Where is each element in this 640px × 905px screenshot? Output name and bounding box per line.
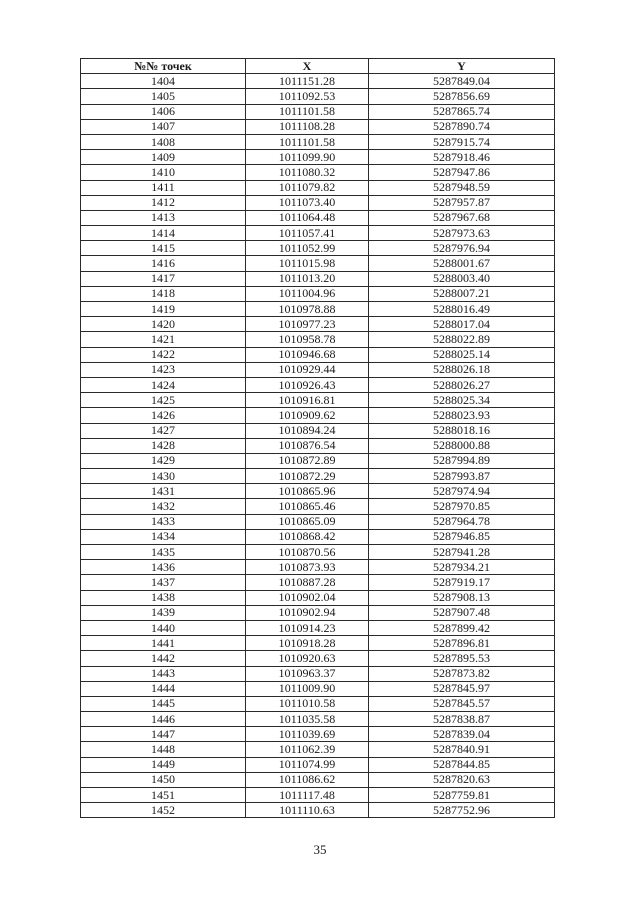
cell-point-number: 1448	[81, 742, 246, 757]
cell-point-number: 1412	[81, 195, 246, 210]
coordinates-table	[80, 58, 555, 818]
table-row	[81, 226, 555, 241]
column-header-point-number: №№ точек	[81, 59, 246, 74]
cell-point-number: 1430	[81, 469, 246, 484]
cell-point-number: 1428	[81, 438, 246, 453]
cell-x: 1010918.28	[246, 636, 369, 651]
table-row	[81, 332, 555, 347]
cell-point-number: 1435	[81, 545, 246, 560]
table-row	[81, 377, 555, 392]
cell-y: 5288016.49	[369, 302, 555, 317]
table-row	[81, 195, 555, 210]
cell-point-number: 1440	[81, 620, 246, 635]
cell-point-number: 1443	[81, 666, 246, 681]
table-row	[81, 666, 555, 681]
cell-y: 5288007.21	[369, 286, 555, 301]
column-header-y: Y	[369, 59, 555, 74]
cell-point-number: 1431	[81, 484, 246, 499]
cell-y: 5287820.63	[369, 772, 555, 787]
cell-x: 1011117.48	[246, 788, 369, 803]
table-row	[81, 241, 555, 256]
cell-y: 5287856.69	[369, 89, 555, 104]
cell-y: 5287895.53	[369, 651, 555, 666]
cell-point-number: 1408	[81, 134, 246, 149]
cell-point-number: 1414	[81, 226, 246, 241]
header-row	[81, 59, 555, 74]
cell-point-number: 1450	[81, 772, 246, 787]
cell-y: 5287849.04	[369, 74, 555, 89]
cell-x: 1011074.99	[246, 757, 369, 772]
cell-x: 1011086.62	[246, 772, 369, 787]
table-row	[81, 104, 555, 119]
cell-y: 5287845.57	[369, 696, 555, 711]
cell-point-number: 1427	[81, 423, 246, 438]
cell-x: 1010929.44	[246, 362, 369, 377]
cell-point-number: 1411	[81, 180, 246, 195]
cell-y: 5287908.13	[369, 590, 555, 605]
cell-y: 5288001.67	[369, 256, 555, 271]
cell-point-number: 1439	[81, 605, 246, 620]
cell-y: 5287839.04	[369, 727, 555, 742]
cell-x: 1010865.09	[246, 514, 369, 529]
cell-y: 5287946.85	[369, 529, 555, 544]
table-row	[81, 484, 555, 499]
cell-point-number: 1426	[81, 408, 246, 423]
cell-x: 1010876.54	[246, 438, 369, 453]
cell-y: 5288025.14	[369, 347, 555, 362]
cell-point-number: 1423	[81, 362, 246, 377]
cell-y: 5287838.87	[369, 712, 555, 727]
table-row	[81, 74, 555, 89]
cell-point-number: 1422	[81, 347, 246, 362]
cell-x: 1010914.23	[246, 620, 369, 635]
cell-point-number: 1442	[81, 651, 246, 666]
cell-y: 5287957.87	[369, 195, 555, 210]
table-row	[81, 712, 555, 727]
cell-x: 1011052.99	[246, 241, 369, 256]
cell-x: 1011101.58	[246, 104, 369, 119]
cell-point-number: 1434	[81, 529, 246, 544]
cell-x: 1011108.28	[246, 119, 369, 134]
table-row	[81, 590, 555, 605]
table-row	[81, 499, 555, 514]
cell-y: 5287941.28	[369, 545, 555, 560]
cell-point-number: 1446	[81, 712, 246, 727]
cell-point-number: 1444	[81, 681, 246, 696]
cell-x: 1010868.42	[246, 529, 369, 544]
table-row	[81, 696, 555, 711]
cell-y: 5288026.27	[369, 377, 555, 392]
cell-x: 1010958.78	[246, 332, 369, 347]
table-row	[81, 453, 555, 468]
table-row	[81, 89, 555, 104]
cell-x: 1011009.90	[246, 681, 369, 696]
cell-point-number: 1429	[81, 453, 246, 468]
cell-y: 5288003.40	[369, 271, 555, 286]
cell-y: 5287845.97	[369, 681, 555, 696]
cell-x: 1011151.28	[246, 74, 369, 89]
cell-x: 1011004.96	[246, 286, 369, 301]
cell-y: 5288023.93	[369, 408, 555, 423]
cell-y: 5287890.74	[369, 119, 555, 134]
cell-point-number: 1405	[81, 89, 246, 104]
cell-x: 1011015.98	[246, 256, 369, 271]
table-row	[81, 286, 555, 301]
cell-point-number: 1449	[81, 757, 246, 772]
cell-y: 5287964.78	[369, 514, 555, 529]
cell-point-number: 1447	[81, 727, 246, 742]
table-row	[81, 134, 555, 149]
cell-y: 5287948.59	[369, 180, 555, 195]
table-row	[81, 271, 555, 286]
table-row	[81, 651, 555, 666]
cell-y: 5288018.16	[369, 423, 555, 438]
cell-point-number: 1436	[81, 560, 246, 575]
cell-y: 5287976.94	[369, 241, 555, 256]
cell-point-number: 1445	[81, 696, 246, 711]
cell-point-number: 1433	[81, 514, 246, 529]
table-row	[81, 636, 555, 651]
cell-point-number: 1452	[81, 803, 246, 818]
cell-point-number: 1425	[81, 393, 246, 408]
column-header-x: X	[246, 59, 369, 74]
table-row	[81, 727, 555, 742]
cell-x: 1010865.96	[246, 484, 369, 499]
cell-y: 5287759.81	[369, 788, 555, 803]
table-row	[81, 575, 555, 590]
cell-point-number: 1415	[81, 241, 246, 256]
cell-y: 5287899.42	[369, 620, 555, 635]
cell-x: 1011062.39	[246, 742, 369, 757]
table-row	[81, 150, 555, 165]
cell-point-number: 1407	[81, 119, 246, 134]
cell-y: 5287947.86	[369, 165, 555, 180]
cell-x: 1011080.32	[246, 165, 369, 180]
cell-point-number: 1413	[81, 210, 246, 225]
cell-x: 1010916.81	[246, 393, 369, 408]
cell-y: 5287865.74	[369, 104, 555, 119]
cell-point-number: 1420	[81, 317, 246, 332]
cell-y: 5287934.21	[369, 560, 555, 575]
page-number: 35	[313, 842, 327, 857]
table-row	[81, 681, 555, 696]
table-row	[81, 529, 555, 544]
table-row	[81, 620, 555, 635]
cell-x: 1010920.63	[246, 651, 369, 666]
cell-x: 1011039.69	[246, 727, 369, 742]
cell-x: 1011064.48	[246, 210, 369, 225]
table-body	[81, 74, 555, 818]
cell-x: 1011073.40	[246, 195, 369, 210]
table-row	[81, 119, 555, 134]
cell-x: 1010926.43	[246, 377, 369, 392]
cell-y: 5288025.34	[369, 393, 555, 408]
cell-point-number: 1432	[81, 499, 246, 514]
table-row	[81, 605, 555, 620]
cell-x: 1010909.62	[246, 408, 369, 423]
table-row	[81, 469, 555, 484]
cell-y: 5287970.85	[369, 499, 555, 514]
table-row	[81, 772, 555, 787]
table-row	[81, 408, 555, 423]
cell-point-number: 1424	[81, 377, 246, 392]
cell-x: 1011013.20	[246, 271, 369, 286]
table-row	[81, 347, 555, 362]
cell-x: 1010902.94	[246, 605, 369, 620]
cell-point-number: 1404	[81, 74, 246, 89]
cell-y: 5287915.74	[369, 134, 555, 149]
cell-point-number: 1410	[81, 165, 246, 180]
table-header	[81, 59, 555, 74]
cell-y: 5288017.04	[369, 317, 555, 332]
cell-point-number: 1419	[81, 302, 246, 317]
table-row	[81, 317, 555, 332]
cell-x: 1011099.90	[246, 150, 369, 165]
table-row	[81, 560, 555, 575]
cell-y: 5287919.17	[369, 575, 555, 590]
table-row	[81, 180, 555, 195]
cell-x: 1011092.53	[246, 89, 369, 104]
cell-y: 5287974.94	[369, 484, 555, 499]
cell-x: 1011110.63	[246, 803, 369, 818]
table-row	[81, 545, 555, 560]
cell-y: 5287993.87	[369, 469, 555, 484]
cell-x: 1010873.93	[246, 560, 369, 575]
cell-y: 5287840.91	[369, 742, 555, 757]
table-row	[81, 302, 555, 317]
cell-y: 5287918.46	[369, 150, 555, 165]
table-row	[81, 210, 555, 225]
cell-point-number: 1438	[81, 590, 246, 605]
cell-point-number: 1417	[81, 271, 246, 286]
cell-x: 1011101.58	[246, 134, 369, 149]
table-row	[81, 256, 555, 271]
cell-x: 1010902.04	[246, 590, 369, 605]
cell-y: 5288026.18	[369, 362, 555, 377]
table-row	[81, 423, 555, 438]
cell-y: 5287907.48	[369, 605, 555, 620]
cell-x: 1010978.88	[246, 302, 369, 317]
cell-y: 5287873.82	[369, 666, 555, 681]
table-row	[81, 757, 555, 772]
cell-y: 5288022.89	[369, 332, 555, 347]
cell-point-number: 1451	[81, 788, 246, 803]
cell-x: 1011079.82	[246, 180, 369, 195]
cell-x: 1011010.58	[246, 696, 369, 711]
table-row	[81, 514, 555, 529]
cell-point-number: 1406	[81, 104, 246, 119]
cell-point-number: 1441	[81, 636, 246, 651]
cell-x: 1010872.29	[246, 469, 369, 484]
table-row	[81, 165, 555, 180]
table-row	[81, 803, 555, 818]
cell-x: 1010872.89	[246, 453, 369, 468]
cell-y: 5287973.63	[369, 226, 555, 241]
table-row	[81, 393, 555, 408]
cell-y: 5287967.68	[369, 210, 555, 225]
cell-y: 5287752.96	[369, 803, 555, 818]
cell-x: 1010894.24	[246, 423, 369, 438]
cell-x: 1010963.37	[246, 666, 369, 681]
table-row	[81, 788, 555, 803]
cell-point-number: 1409	[81, 150, 246, 165]
cell-point-number: 1416	[81, 256, 246, 271]
table-row	[81, 438, 555, 453]
cell-y: 5287844.85	[369, 757, 555, 772]
cell-x: 1010887.28	[246, 575, 369, 590]
cell-x: 1010946.68	[246, 347, 369, 362]
cell-point-number: 1421	[81, 332, 246, 347]
cell-y: 5287896.81	[369, 636, 555, 651]
cell-point-number: 1418	[81, 286, 246, 301]
cell-x: 1010870.56	[246, 545, 369, 560]
cell-x: 1010977.23	[246, 317, 369, 332]
table-row	[81, 362, 555, 377]
cell-point-number: 1437	[81, 575, 246, 590]
cell-x: 1010865.46	[246, 499, 369, 514]
cell-x: 1011035.58	[246, 712, 369, 727]
cell-x: 1011057.41	[246, 226, 369, 241]
cell-y: 5287994.89	[369, 453, 555, 468]
table-row	[81, 742, 555, 757]
cell-y: 5288000.88	[369, 438, 555, 453]
